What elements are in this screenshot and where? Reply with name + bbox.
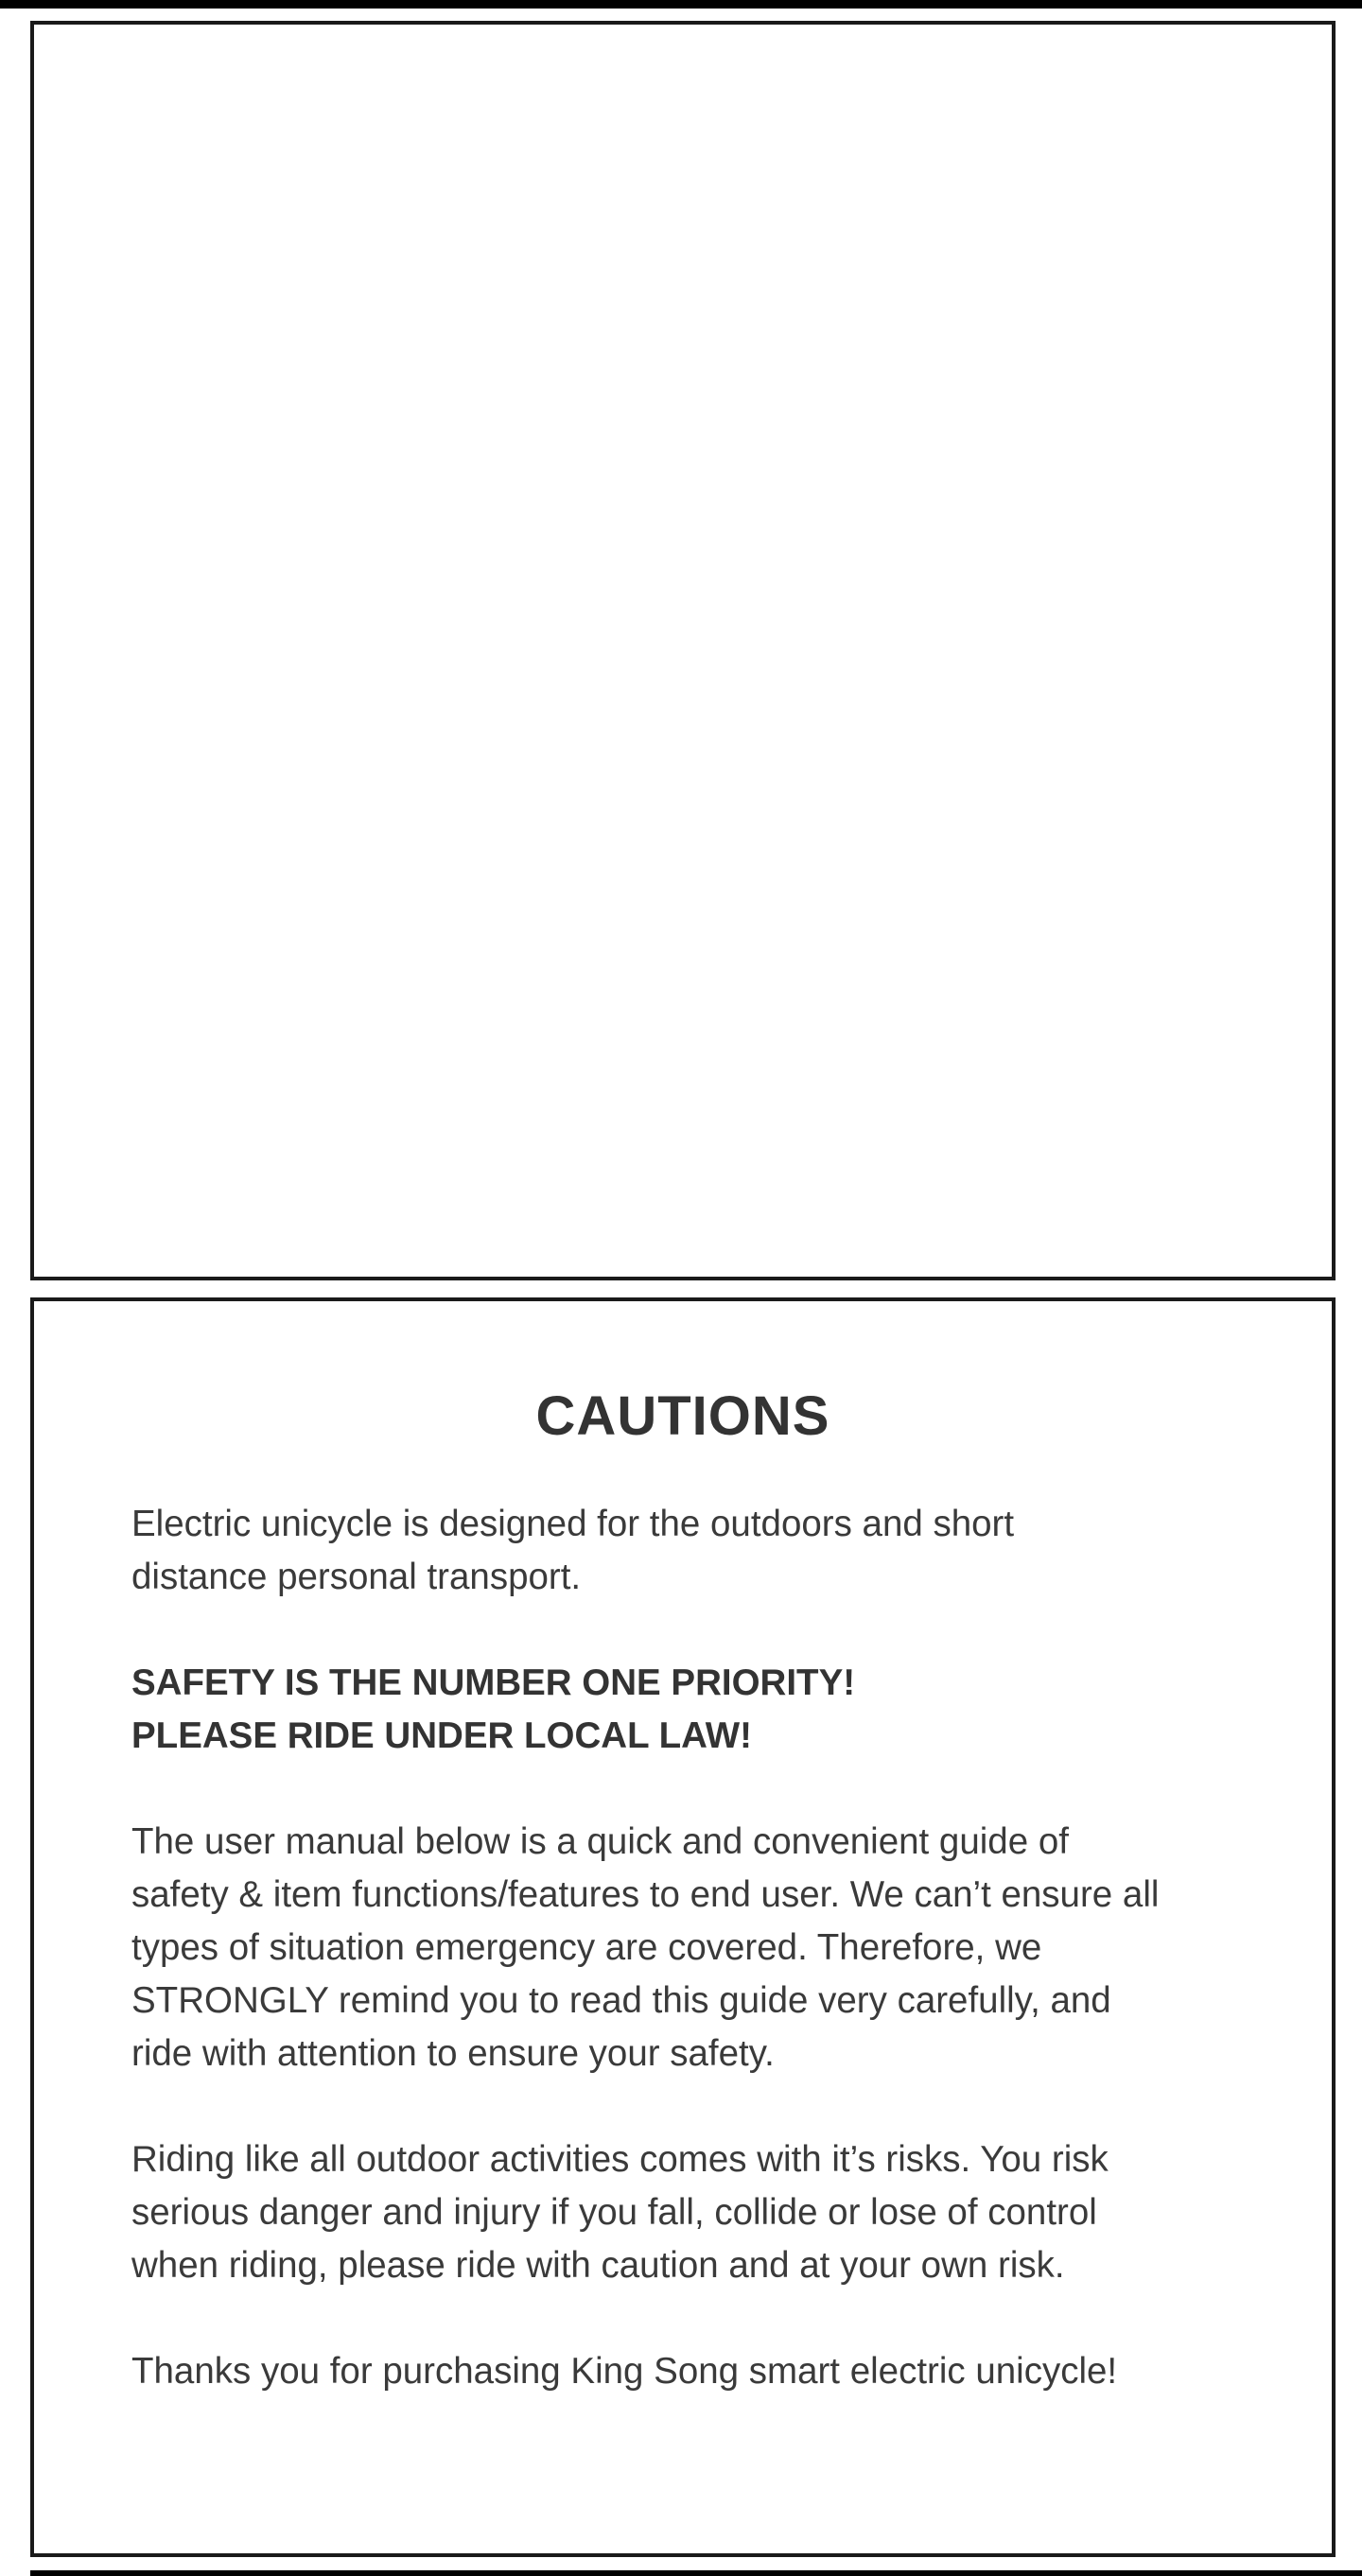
thanks-paragraph: Thanks you for purchasing King Song smart electric unicycle!: [131, 2351, 1118, 2392]
intro-paragraph: Electric unicycle is designed for the outdoors and short distance personal transport.: [131, 1504, 1015, 1597]
safety-priority-warning: SAFETY IS THE NUMBER ONE PRIORITY! PLEASE RIDE UNDER LOCAL LAW!: [131, 1662, 856, 1756]
blank-page-panel: [30, 21, 1336, 1280]
cautions-page-panel: [30, 1297, 1336, 2557]
page-title: CAUTIONS: [535, 1385, 830, 1447]
manual-note-paragraph: The user manual below is a quick and convenient guide of safety & item functions/features to end user. We can’t ensure all types of situation emergency are covered. Therefore, we STRONGLY remind you to read this guide very carefully, and ride with attention to ensure your safety.: [131, 1821, 1160, 2074]
bottom-divider: [30, 2570, 1362, 2576]
cautions-body: [131, 1498, 1295, 2398]
risk-note-paragraph: Riding like all outdoor activities comes with it’s risks. You risk serious danger and injury if you fall, collide or lose of control when riding, please ride with caution and at your own risk.: [131, 2139, 1109, 2286]
top-divider: [0, 0, 1362, 9]
